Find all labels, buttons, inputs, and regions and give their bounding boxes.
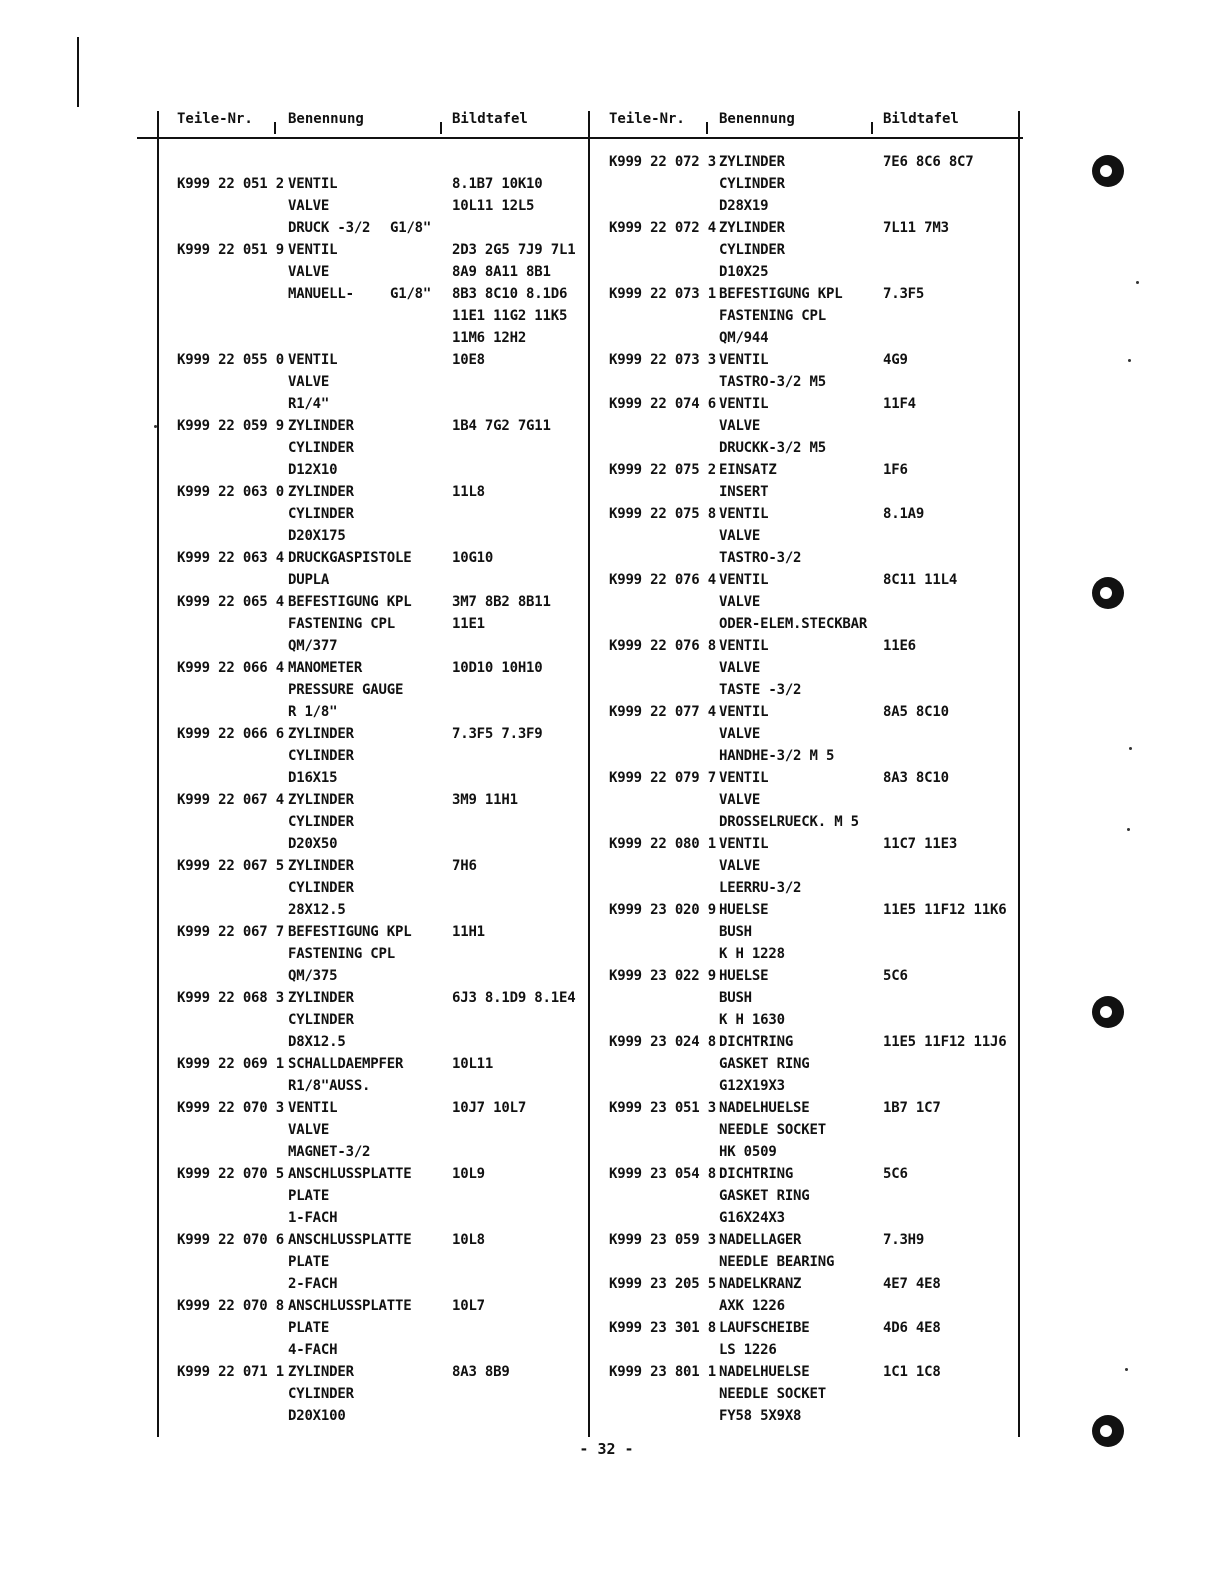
designation: DRUCKGASPISTOLE <box>288 550 412 566</box>
plate-reference: 10L9 <box>452 1166 485 1182</box>
designation: ZYLINDER <box>719 154 785 170</box>
designation: NADELKRANZ <box>719 1276 802 1292</box>
table-row <box>0 1207 1213 1229</box>
plate-reference: 11E1 11G2 11K5 <box>452 308 568 324</box>
designation: 4-FACH <box>288 1342 338 1358</box>
designation: VENTIL <box>719 836 769 852</box>
part-number: K999 22 068 3 <box>177 990 284 1006</box>
part-number: K999 23 059 3 <box>609 1232 716 1248</box>
plate-reference: 8.1A9 <box>883 506 925 522</box>
designation: HANDHE-3/2 M 5 <box>719 748 835 764</box>
table-row <box>0 1295 1213 1317</box>
plate-reference: 7.3F5 7.3F9 <box>452 726 543 742</box>
designation: NEEDLE BEARING <box>719 1254 835 1270</box>
plate-reference: 8.1B7 10K10 <box>452 176 543 192</box>
designation: BEFESTIGUNG KPL <box>288 594 412 610</box>
designation: BUSH <box>719 924 752 940</box>
header-rule <box>137 137 1023 139</box>
designation: D16X15 <box>288 770 338 786</box>
designation: GASKET RING <box>719 1188 810 1204</box>
table-row <box>0 1251 1213 1273</box>
table-row <box>0 1075 1213 1097</box>
part-number: K999 22 075 8 <box>609 506 716 522</box>
plate-reference: 5C6 <box>883 968 908 984</box>
designation: ZYLINDER <box>288 726 354 742</box>
punch-hole-icon <box>1092 577 1124 609</box>
plate-reference: 11L8 <box>452 484 485 500</box>
designation: D20X50 <box>288 836 338 852</box>
designation: QM/375 <box>288 968 338 984</box>
table-row <box>0 525 1213 547</box>
header-plate: Bildtafel <box>452 111 528 127</box>
designation: PLATE <box>288 1320 330 1336</box>
designation: BEFESTIGUNG KPL <box>288 924 412 940</box>
designation: D20X175 <box>288 528 346 544</box>
plate-reference: 4E7 4E8 <box>883 1276 941 1292</box>
designation: INSERT <box>719 484 769 500</box>
table-row <box>0 349 1213 371</box>
designation: MANUELL- <box>288 286 354 302</box>
part-number: K999 23 051 3 <box>609 1100 716 1116</box>
table-row <box>0 217 1213 239</box>
plate-reference: 6J3 8.1D9 8.1E4 <box>452 990 576 1006</box>
part-number: K999 22 077 4 <box>609 704 716 720</box>
designation: NADELHUELSE <box>719 1364 810 1380</box>
table-row <box>0 833 1213 855</box>
designation: PLATE <box>288 1254 330 1270</box>
part-number: K999 22 070 3 <box>177 1100 284 1116</box>
designation: D12X10 <box>288 462 338 478</box>
scan-speck <box>1125 1368 1128 1371</box>
designation: VALVE <box>719 726 761 742</box>
table-row <box>0 1383 1213 1405</box>
designation: VENTIL <box>719 396 769 412</box>
plate-reference: 11E6 <box>883 638 916 654</box>
designation: VALVE <box>719 660 761 676</box>
part-number: K999 22 066 6 <box>177 726 284 742</box>
header-part-no: Teile-Nr. <box>609 111 685 127</box>
table-row <box>0 283 1213 305</box>
designation: TASTRO-3/2 M5 <box>719 374 826 390</box>
part-number: K999 22 065 4 <box>177 594 284 610</box>
plate-reference: 10L8 <box>452 1232 485 1248</box>
table-row <box>0 1163 1213 1185</box>
designation: CYLINDER <box>719 242 785 258</box>
designation: FASTENING CPL <box>288 946 395 962</box>
plate-reference: 1C1 1C8 <box>883 1364 941 1380</box>
part-number: K999 22 066 4 <box>177 660 284 676</box>
designation: BEFESTIGUNG KPL <box>719 286 843 302</box>
table-row <box>0 1031 1213 1053</box>
designation: NEEDLE SOCKET <box>719 1122 826 1138</box>
designation: DRUCK -3/2 <box>288 220 371 236</box>
plate-reference: 11E5 11F12 11J6 <box>883 1034 1007 1050</box>
table-row <box>0 569 1213 591</box>
page-number: - 32 - <box>579 1440 634 1458</box>
designation: TASTRO-3/2 <box>719 550 802 566</box>
table-row <box>0 1185 1213 1207</box>
plate-reference: 3M7 8B2 8B11 <box>452 594 551 610</box>
designation: CYLINDER <box>288 748 354 764</box>
table-row <box>0 987 1213 1009</box>
part-number: K999 23 054 8 <box>609 1166 716 1182</box>
header-designation: Benennung <box>288 111 364 127</box>
designation: D8X12.5 <box>288 1034 346 1050</box>
designation: 2-FACH <box>288 1276 338 1292</box>
designation: SCHALLDAEMPFER <box>288 1056 404 1072</box>
plate-reference: 10D10 10H10 <box>452 660 543 676</box>
part-number: K999 23 205 5 <box>609 1276 716 1292</box>
part-number: K999 22 067 4 <box>177 792 284 808</box>
part-number: K999 22 067 7 <box>177 924 284 940</box>
table-row <box>0 1405 1213 1427</box>
plate-reference: 10L7 <box>452 1298 485 1314</box>
designation: TASTE -3/2 <box>719 682 802 698</box>
designation: ANSCHLUSSPLATTE <box>288 1232 412 1248</box>
header-plate: Bildtafel <box>883 111 959 127</box>
designation: DROSSELRUECK. M 5 <box>719 814 859 830</box>
designation: 28X12.5 <box>288 902 346 918</box>
designation: VALVE <box>719 594 761 610</box>
margin-mark <box>77 37 79 107</box>
designation: ANSCHLUSSPLATTE <box>288 1298 412 1314</box>
designation: VALVE <box>288 374 330 390</box>
table-row <box>0 305 1213 327</box>
designation: FASTENING CPL <box>719 308 826 324</box>
designation: MAGNET-3/2 <box>288 1144 371 1160</box>
part-number: K999 22 073 1 <box>609 286 716 302</box>
part-number: K999 22 070 8 <box>177 1298 284 1314</box>
header-designation: Benennung <box>719 111 795 127</box>
part-number: K999 23 801 1 <box>609 1364 716 1380</box>
designation: CYLINDER <box>288 440 354 456</box>
part-number: K999 23 022 9 <box>609 968 716 984</box>
designation: VENTIL <box>719 352 769 368</box>
designation: DRUCKK-3/2 M5 <box>719 440 826 456</box>
table-row <box>0 1053 1213 1075</box>
table-row <box>0 767 1213 789</box>
part-number: K999 22 074 6 <box>609 396 716 412</box>
table-row <box>0 1317 1213 1339</box>
designation: VENTIL <box>288 242 338 258</box>
header-tick <box>706 122 708 134</box>
header-tick <box>871 122 873 134</box>
table-row <box>0 1229 1213 1251</box>
designation: K H 1228 <box>719 946 785 962</box>
designation: AXK 1226 <box>719 1298 785 1314</box>
table-row <box>0 635 1213 657</box>
designation: VALVE <box>288 1122 330 1138</box>
designation: D10X25 <box>719 264 769 280</box>
designation: VENTIL <box>719 770 769 786</box>
designation: ZYLINDER <box>288 418 354 434</box>
table-row <box>0 437 1213 459</box>
designation: CYLINDER <box>288 814 354 830</box>
scan-speck <box>1136 281 1139 284</box>
designation: VENTIL <box>288 352 338 368</box>
plate-reference: 8A5 8C10 <box>883 704 949 720</box>
table-row <box>0 877 1213 899</box>
designation: QM/377 <box>288 638 338 654</box>
plate-reference: 4D6 4E8 <box>883 1320 941 1336</box>
punch-hole-icon <box>1092 996 1124 1028</box>
designation: VENTIL <box>288 1100 338 1116</box>
table-row <box>0 393 1213 415</box>
plate-reference: 7L11 7M3 <box>883 220 949 236</box>
table-row <box>0 195 1213 217</box>
part-number: K999 23 020 9 <box>609 902 716 918</box>
plate-reference: 1B7 1C7 <box>883 1100 941 1116</box>
plate-reference: 4G9 <box>883 352 908 368</box>
plate-reference: 11F4 <box>883 396 916 412</box>
designation: VALVE <box>288 264 330 280</box>
table-row <box>0 327 1213 349</box>
table-row <box>0 745 1213 767</box>
designation: NEEDLE SOCKET <box>719 1386 826 1402</box>
designation: QM/944 <box>719 330 769 346</box>
designation: PLATE <box>288 1188 330 1204</box>
designation: ZYLINDER <box>288 858 354 874</box>
designation: FY58 5X9X8 <box>719 1408 802 1424</box>
part-number: K999 22 055 0 <box>177 352 284 368</box>
table-row <box>0 899 1213 921</box>
plate-reference: 10G10 <box>452 550 494 566</box>
designation: VENTIL <box>719 638 769 654</box>
plate-reference: 11E1 <box>452 616 485 632</box>
part-number: K999 23 024 8 <box>609 1034 716 1050</box>
table-row <box>0 481 1213 503</box>
plate-reference: 7.3H9 <box>883 1232 925 1248</box>
table-row <box>0 613 1213 635</box>
part-number: K999 22 051 9 <box>177 242 284 258</box>
part-number: K999 22 069 1 <box>177 1056 284 1072</box>
right-column <box>0 151 1213 1427</box>
designation: VENTIL <box>719 704 769 720</box>
table-row <box>0 1097 1213 1119</box>
part-number: K999 22 072 4 <box>609 220 716 236</box>
table-row <box>0 965 1213 987</box>
table-row <box>0 679 1213 701</box>
thread-size: G1/8" <box>390 220 432 236</box>
table-row <box>0 151 1213 173</box>
designation: ZYLINDER <box>288 792 354 808</box>
designation: R1/8"AUSS. <box>288 1078 371 1094</box>
designation: VENTIL <box>719 572 769 588</box>
table-row <box>0 789 1213 811</box>
part-number: K999 22 067 5 <box>177 858 284 874</box>
part-number: K999 22 070 5 <box>177 1166 284 1182</box>
part-number: K999 22 051 2 <box>177 176 284 192</box>
plate-reference: 1F6 <box>883 462 908 478</box>
scan-speck <box>1129 747 1132 750</box>
header-tick <box>440 122 442 134</box>
designation: 1-FACH <box>288 1210 338 1226</box>
part-number: K999 22 076 4 <box>609 572 716 588</box>
part-number: K999 22 072 3 <box>609 154 716 170</box>
plate-reference: 8C11 11L4 <box>883 572 958 588</box>
designation: ZYLINDER <box>288 1364 354 1380</box>
designation: NADELLAGER <box>719 1232 802 1248</box>
designation: ODER-ELEM.STECKBAR <box>719 616 868 632</box>
designation: LEERRU-3/2 <box>719 880 802 896</box>
table-row <box>0 415 1213 437</box>
designation: R1/4" <box>288 396 330 412</box>
designation: G16X24X3 <box>719 1210 785 1226</box>
table-row <box>0 701 1213 723</box>
scan-speck <box>154 425 157 428</box>
plate-reference: 8A3 8C10 <box>883 770 949 786</box>
plate-reference: 8A9 8A11 8B1 <box>452 264 551 280</box>
part-number: K999 22 075 2 <box>609 462 716 478</box>
designation: GASKET RING <box>719 1056 810 1072</box>
part-number: K999 22 063 0 <box>177 484 284 500</box>
scan-speck <box>1128 359 1131 362</box>
plate-reference: 11H1 <box>452 924 485 940</box>
plate-reference: 8A3 8B9 <box>452 1364 510 1380</box>
designation: LAUFSCHEIBE <box>719 1320 810 1336</box>
designation: CYLINDER <box>288 880 354 896</box>
part-number: K999 22 076 8 <box>609 638 716 654</box>
designation: VENTIL <box>288 176 338 192</box>
table-row <box>0 459 1213 481</box>
part-number: K999 22 071 1 <box>177 1364 284 1380</box>
designation: CYLINDER <box>288 506 354 522</box>
designation: VENTIL <box>719 506 769 522</box>
designation: ZYLINDER <box>719 220 785 236</box>
plate-reference: 11M6 12H2 <box>452 330 527 346</box>
plate-reference: 2D3 2G5 7J9 7L1 <box>452 242 576 258</box>
designation: BUSH <box>719 990 752 1006</box>
header-tick <box>274 122 276 134</box>
plate-reference: 10E8 <box>452 352 485 368</box>
part-number: K999 22 079 7 <box>609 770 716 786</box>
designation: K H 1630 <box>719 1012 785 1028</box>
punch-hole-icon <box>1092 1415 1124 1447</box>
table-row <box>0 503 1213 525</box>
table-row <box>0 1119 1213 1141</box>
designation: HUELSE <box>719 902 769 918</box>
plate-reference: 7H6 <box>452 858 477 874</box>
designation: G12X19X3 <box>719 1078 785 1094</box>
designation: D20X100 <box>288 1408 346 1424</box>
designation: EINSATZ <box>719 462 777 478</box>
designation: HUELSE <box>719 968 769 984</box>
part-number: K999 22 070 6 <box>177 1232 284 1248</box>
plate-reference: 3M9 11H1 <box>452 792 518 808</box>
table-row <box>0 811 1213 833</box>
designation: VALVE <box>719 792 761 808</box>
table-row <box>0 547 1213 569</box>
part-number: K999 22 059 9 <box>177 418 284 434</box>
table-row <box>0 855 1213 877</box>
table-row <box>0 1009 1213 1031</box>
plate-reference: 10J7 10L7 <box>452 1100 527 1116</box>
designation: VALVE <box>719 528 761 544</box>
plate-reference: 11E5 11F12 11K6 <box>883 902 1007 918</box>
designation: DICHTRING <box>719 1166 794 1182</box>
plate-reference: 10L11 <box>452 1056 494 1072</box>
designation: CYLINDER <box>288 1012 354 1028</box>
designation: VALVE <box>719 418 761 434</box>
plate-reference: 1B4 7G2 7G11 <box>452 418 551 434</box>
plate-reference: 8B3 8C10 8.1D6 <box>452 286 568 302</box>
designation: NADELHUELSE <box>719 1100 810 1116</box>
table-row <box>0 591 1213 613</box>
designation: CYLINDER <box>288 1386 354 1402</box>
designation: VALVE <box>719 858 761 874</box>
scan-speck <box>1127 828 1130 831</box>
designation: CYLINDER <box>719 176 785 192</box>
plate-reference: 5C6 <box>883 1166 908 1182</box>
part-number: K999 22 080 1 <box>609 836 716 852</box>
part-number: K999 22 063 4 <box>177 550 284 566</box>
table-row <box>0 657 1213 679</box>
table-row <box>0 943 1213 965</box>
table-row <box>0 1273 1213 1295</box>
designation: VALVE <box>288 198 330 214</box>
plate-reference: 11C7 11E3 <box>883 836 958 852</box>
part-number: K999 23 301 8 <box>609 1320 716 1336</box>
designation: FASTENING CPL <box>288 616 395 632</box>
table-row <box>0 173 1213 195</box>
designation: R 1/8" <box>288 704 338 720</box>
table-row <box>0 723 1213 745</box>
thread-size: G1/8" <box>390 286 432 302</box>
plate-reference: 7E6 8C6 8C7 <box>883 154 974 170</box>
table-row <box>0 239 1213 261</box>
designation: ANSCHLUSSPLATTE <box>288 1166 412 1182</box>
designation: ZYLINDER <box>288 484 354 500</box>
plate-reference: 10L11 12L5 <box>452 198 535 214</box>
designation: DUPLA <box>288 572 330 588</box>
designation: HK 0509 <box>719 1144 777 1160</box>
table-row <box>0 371 1213 393</box>
table-row <box>0 1339 1213 1361</box>
designation: D28X19 <box>719 198 769 214</box>
part-number: K999 22 073 3 <box>609 352 716 368</box>
designation: PRESSURE GAUGE <box>288 682 404 698</box>
table-row <box>0 261 1213 283</box>
designation: DICHTRING <box>719 1034 794 1050</box>
header-part-no: Teile-Nr. <box>177 111 253 127</box>
table-row <box>0 921 1213 943</box>
table-row <box>0 1361 1213 1383</box>
table-row <box>0 1141 1213 1163</box>
designation: LS 1226 <box>719 1342 777 1358</box>
punch-hole-icon <box>1092 155 1124 187</box>
designation: MANOMETER <box>288 660 363 676</box>
designation: ZYLINDER <box>288 990 354 1006</box>
plate-reference: 7.3F5 <box>883 286 925 302</box>
